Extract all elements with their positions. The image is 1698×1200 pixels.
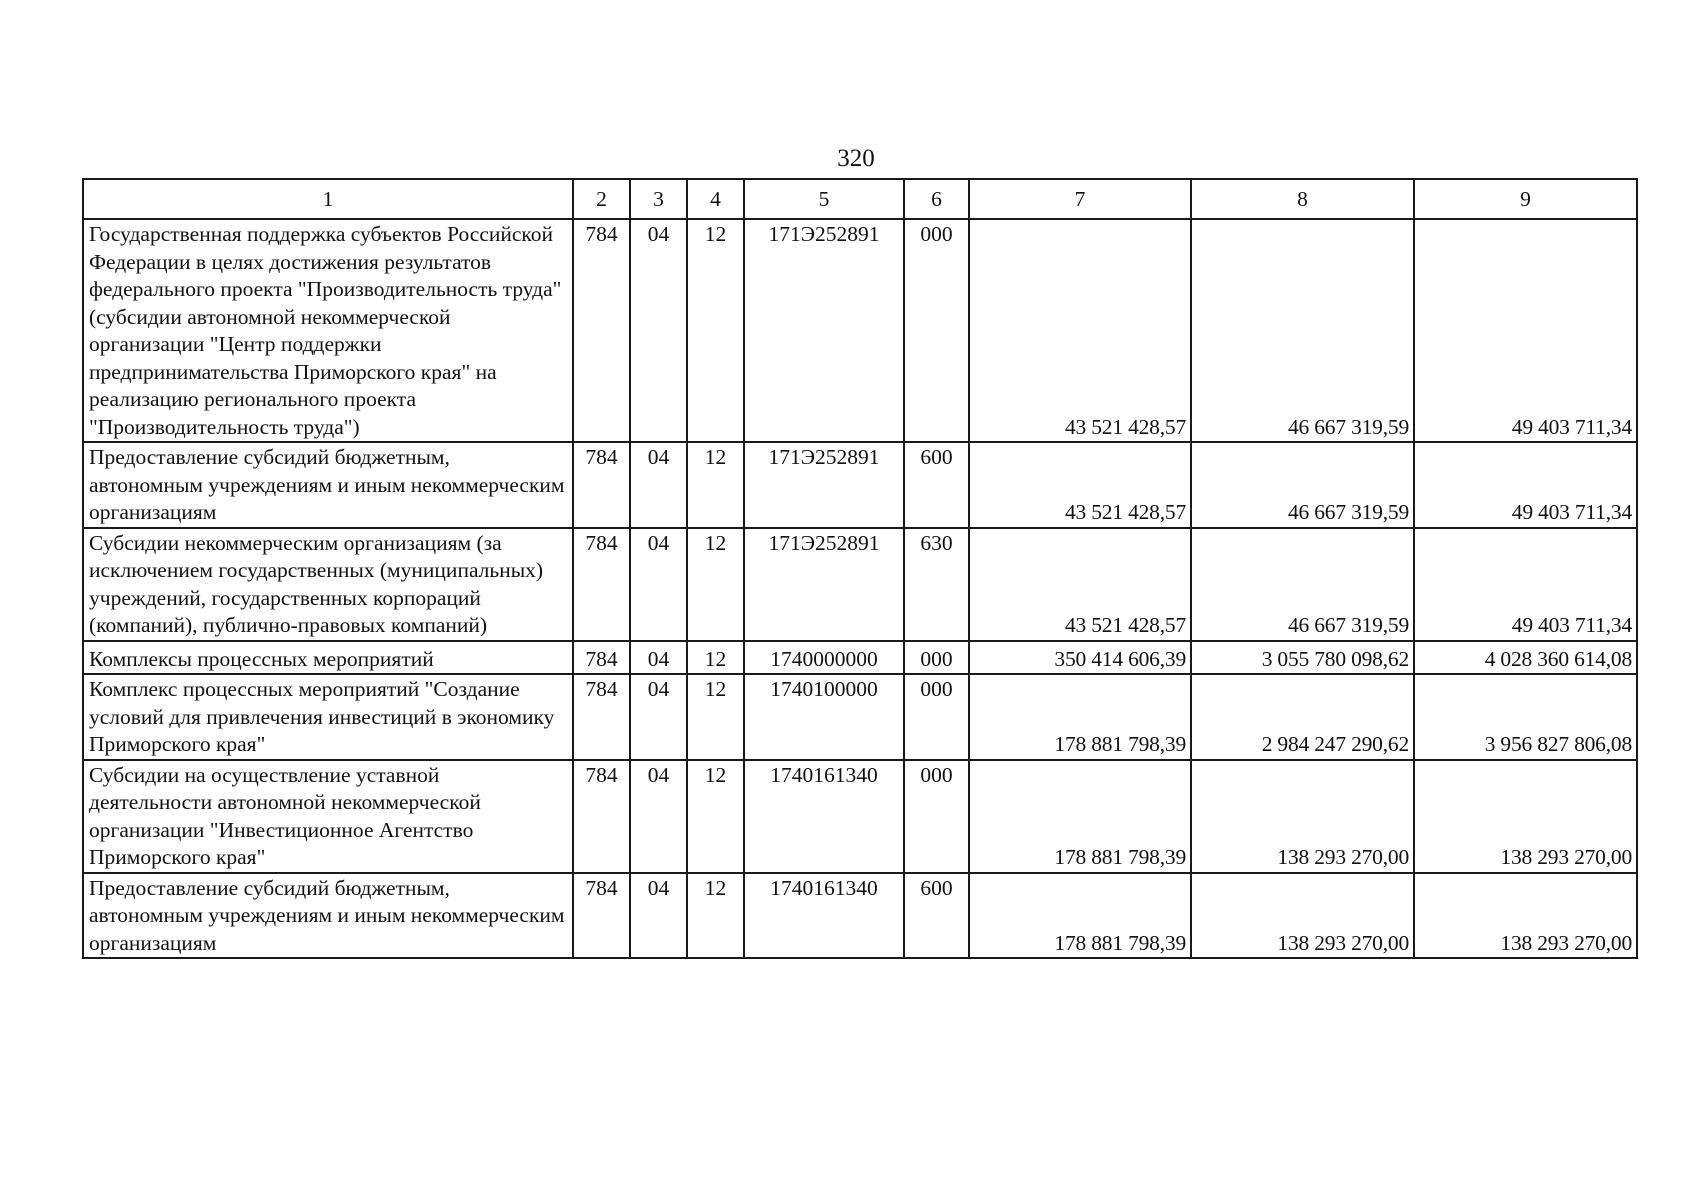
- column-number-row: [83, 179, 1637, 219]
- amount-col8-cell: 46 667 319,59: [1191, 528, 1414, 641]
- subsection-code-cell: 12: [687, 442, 744, 528]
- target-article-cell: 171Э252891: [744, 219, 904, 442]
- row-name-cell: Государственная поддержка субъектов Российской Федерации в целях достижения результатов федерального проекта "Производительность труда" (субсидии автономной некоммерческой организации "Центр поддержки предпринимательства Приморского края" на реализацию регионального проекта "Производительность труда"): [83, 219, 573, 442]
- amount-col9-cell: 138 293 270,00: [1414, 873, 1637, 959]
- column-header: 4: [687, 179, 744, 219]
- row-name-cell: Комплексы процессных мероприятий: [83, 641, 573, 675]
- subsection-code-cell: 12: [687, 219, 744, 442]
- row-name-cell: Субсидии некоммерческим организациям (за исключением государственных (муниципальных) учреждений, государственных корпораций (компаний), публично-правовых компаний): [83, 528, 573, 641]
- subsection-code-cell: 12: [687, 873, 744, 959]
- subsection-code-cell: 12: [687, 674, 744, 760]
- amount-col8-cell: 2 984 247 290,62: [1191, 674, 1414, 760]
- amount-col7-cell: 43 521 428,57: [969, 219, 1191, 442]
- expense-type-cell: 000: [904, 674, 969, 760]
- column-header: 7: [969, 179, 1191, 219]
- section-code-cell: 04: [630, 528, 687, 641]
- amount-col7-cell: 43 521 428,57: [969, 528, 1191, 641]
- column-header: 6: [904, 179, 969, 219]
- column-header: 2: [573, 179, 630, 219]
- expense-type-cell: 000: [904, 641, 969, 675]
- ministry-code-cell: 784: [573, 442, 630, 528]
- column-header: 5: [744, 179, 904, 219]
- amount-col8-cell: 46 667 319,59: [1191, 442, 1414, 528]
- table-row: [83, 674, 1637, 760]
- ministry-code-cell: 784: [573, 528, 630, 641]
- amount-col9-cell: 49 403 711,34: [1414, 219, 1637, 442]
- budget-table: [82, 178, 1638, 959]
- amount-col7-cell: 43 521 428,57: [969, 442, 1191, 528]
- column-header: 3: [630, 179, 687, 219]
- ministry-code-cell: 784: [573, 219, 630, 442]
- amount-col8-cell: 3 055 780 098,62: [1191, 641, 1414, 675]
- section-code-cell: 04: [630, 760, 687, 873]
- row-name-cell: Предоставление субсидий бюджетным, автономным учреждениям и иным некоммерческим организациям: [83, 873, 573, 959]
- subsection-code-cell: 12: [687, 528, 744, 641]
- column-header: 1: [83, 179, 573, 219]
- expense-type-cell: 000: [904, 760, 969, 873]
- amount-col8-cell: 138 293 270,00: [1191, 760, 1414, 873]
- amount-col8-cell: 46 667 319,59: [1191, 219, 1414, 442]
- target-article-cell: 1740161340: [744, 760, 904, 873]
- amount-col7-cell: 350 414 606,39: [969, 641, 1191, 675]
- ministry-code-cell: 784: [573, 674, 630, 760]
- ministry-code-cell: 784: [573, 873, 630, 959]
- amount-col9-cell: 4 028 360 614,08: [1414, 641, 1637, 675]
- target-article-cell: 171Э252891: [744, 442, 904, 528]
- row-name-cell: Предоставление субсидий бюджетным, автономным учреждениям и иным некоммерческим организациям: [83, 442, 573, 528]
- table-row: [83, 442, 1637, 528]
- amount-col7-cell: 178 881 798,39: [969, 674, 1191, 760]
- target-article-cell: 1740161340: [744, 873, 904, 959]
- amount-col9-cell: 49 403 711,34: [1414, 528, 1637, 641]
- subsection-code-cell: 12: [687, 641, 744, 675]
- ministry-code-cell: 784: [573, 760, 630, 873]
- section-code-cell: 04: [630, 219, 687, 442]
- section-code-cell: 04: [630, 873, 687, 959]
- column-header: 9: [1414, 179, 1637, 219]
- table-row: [83, 873, 1637, 959]
- amount-col7-cell: 178 881 798,39: [969, 873, 1191, 959]
- expense-type-cell: 600: [904, 442, 969, 528]
- section-code-cell: 04: [630, 641, 687, 675]
- row-name-cell: Субсидии на осуществление уставной деятельности автономной некоммерческой организации "Инвестиционное Агентство Приморского края": [83, 760, 573, 873]
- amount-col9-cell: 49 403 711,34: [1414, 442, 1637, 528]
- target-article-cell: 1740100000: [744, 674, 904, 760]
- target-article-cell: 1740000000: [744, 641, 904, 675]
- expense-type-cell: 600: [904, 873, 969, 959]
- amount-col9-cell: 138 293 270,00: [1414, 760, 1637, 873]
- table-row: [83, 528, 1637, 641]
- subsection-code-cell: 12: [687, 760, 744, 873]
- table-row: [83, 219, 1637, 442]
- expense-type-cell: 630: [904, 528, 969, 641]
- amount-col8-cell: 138 293 270,00: [1191, 873, 1414, 959]
- table-row: [83, 641, 1637, 675]
- expense-type-cell: 000: [904, 219, 969, 442]
- page-number: 320: [837, 145, 875, 172]
- section-code-cell: 04: [630, 442, 687, 528]
- row-name-cell: Комплекс процессных мероприятий "Создание условий для привлечения инвестиций в экономику Приморского края": [83, 674, 573, 760]
- amount-col7-cell: 178 881 798,39: [969, 760, 1191, 873]
- amount-col9-cell: 3 956 827 806,08: [1414, 674, 1637, 760]
- section-code-cell: 04: [630, 674, 687, 760]
- target-article-cell: 171Э252891: [744, 528, 904, 641]
- ministry-code-cell: 784: [573, 641, 630, 675]
- table-row: [83, 760, 1637, 873]
- column-header: 8: [1191, 179, 1414, 219]
